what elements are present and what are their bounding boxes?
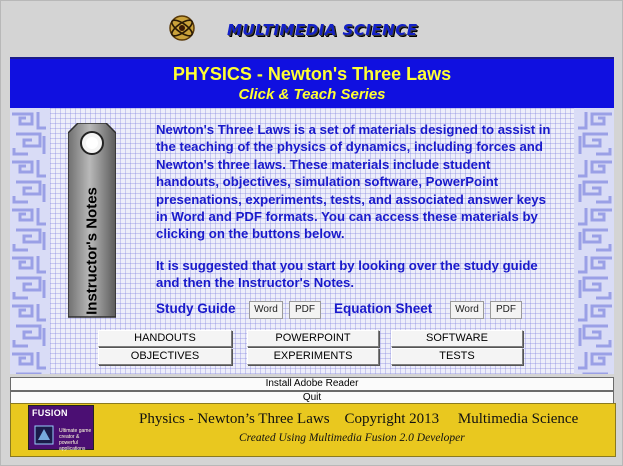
instructors-notes-button[interactable] [68, 123, 116, 319]
equation-sheet-pdf-button[interactable]: PDF [490, 301, 522, 319]
install-adobe-reader-button[interactable]: Install Adobe Reader [10, 377, 614, 391]
footer-credit-text: Created Using Multimedia Fusion 2.0 Developer [239, 432, 465, 444]
quit-button[interactable]: Quit [10, 391, 614, 405]
software-button[interactable]: SOFTWARE [391, 330, 523, 347]
tests-button[interactable]: TESTS [391, 348, 523, 365]
objectives-button[interactable]: OBJECTIVES [98, 348, 232, 365]
intro-paragraph: Newton's Three Laws is a set of materials designed to assist in the teaching of the physics of dynamics, including forces and Newton's three laws. These materials include student handouts, objectives, simulation software, PowerPoint presenations, experiments, tests, and associated answer keys in Word and PDF formats. You can access these materials by clicking on the buttons below. [156, 122, 551, 242]
multimedia-fusion-logo [28, 405, 94, 450]
footer-copyright-text: Physics - Newton’s Three Laws Copyright 2013 Multimedia Science [139, 411, 579, 427]
study-guide-pdf-button[interactable]: PDF [289, 301, 321, 319]
fusion-cube-icon [33, 424, 55, 446]
powerpoint-button[interactable]: POWERPOINT [247, 330, 379, 347]
page-title: PHYSICS - Newton's Three Laws [172, 64, 452, 84]
experiments-button[interactable]: EXPERIMENTS [247, 348, 379, 365]
study-guide-label: Study Guide [156, 301, 236, 316]
title-band [10, 57, 614, 110]
equation-sheet-label: Equation Sheet [334, 301, 433, 316]
brand-logo-text: MULTIMEDIA SCIENCE [227, 21, 418, 39]
suggestion-paragraph: It is suggested that you start by looking over the study guide and then the Instructor's Notes. [156, 258, 538, 291]
left-border-pattern [10, 108, 50, 374]
equation-sheet-word-button[interactable]: Word [450, 301, 484, 319]
logo-strip [1, 1, 622, 56]
instructors-notes-label: Instructor's Notes [83, 187, 101, 315]
fusion-logo-title: FUSION [32, 408, 68, 418]
page-subtitle: Click & Teach Series [238, 86, 386, 103]
handouts-button[interactable]: HANDOUTS [98, 330, 232, 347]
fusion-logo-tagline: Ultimate game creator & powerful applications [59, 428, 92, 452]
atom-logo-icon [167, 13, 197, 43]
study-guide-word-button[interactable]: Word [249, 301, 283, 319]
right-border-pattern [574, 108, 614, 374]
